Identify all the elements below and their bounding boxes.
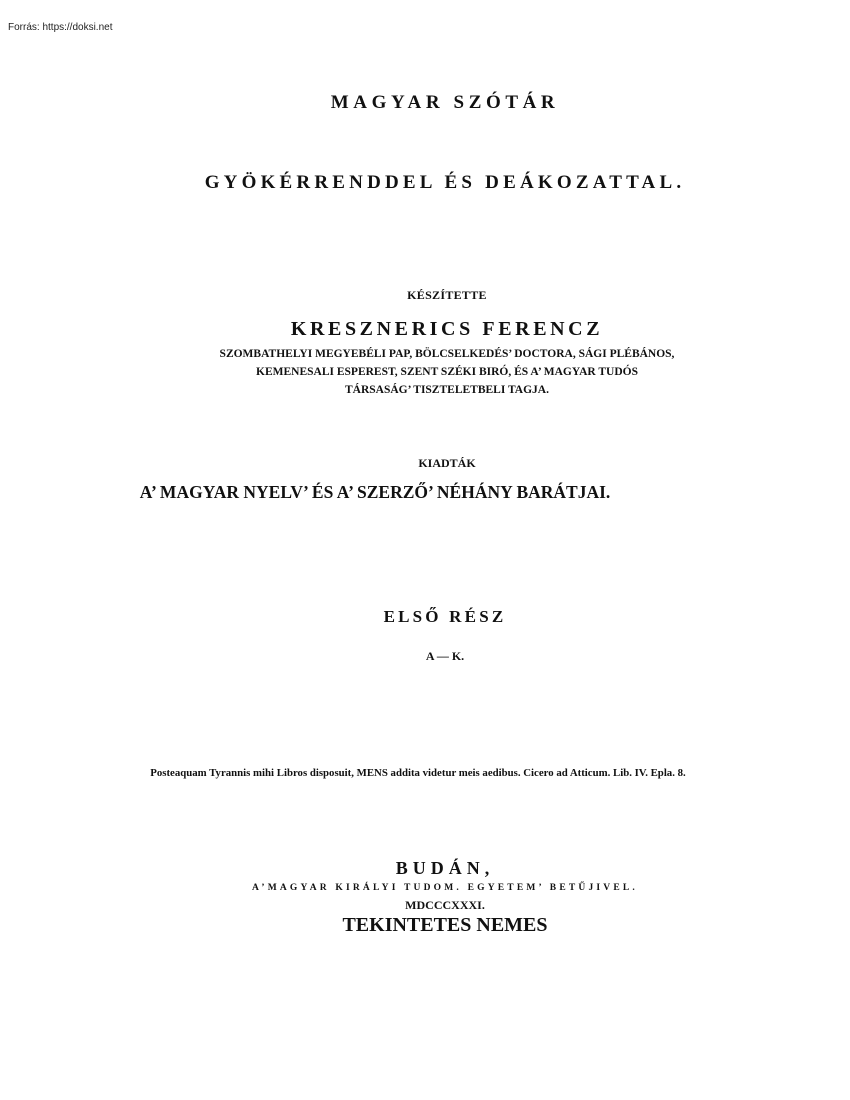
dedication-heading: TEKINTETES NEMES [342, 914, 548, 936]
prepared-by-label: KÉSZÍTETTE [407, 288, 487, 302]
imprint-printer: A’MAGYAR KIRÁLYI TUDOM. EGYETEM’ BETŰJIVEL. [251, 883, 639, 893]
author-credentials-line: KEMENESALI ESPEREST, SZENT SZÉKI BIRÓ, ÉS A’ MAGYAR TUDÓS [256, 366, 638, 378]
author-credentials-line: TÁRSASÁG’ TISZTELETBELI TAGJA. [345, 384, 549, 396]
published-by-label: KIADTÁK [418, 456, 476, 470]
imprint-year: MDCCCXXXI. [405, 898, 485, 912]
publisher: A’ MAGYAR NYELV’ ÉS A’ SZERZŐ’ NÉHÁNY BARÁTJAI. [139, 482, 611, 502]
motto: Posteaquam Tyrannis mihi Libros disposuit, MENS addita videtur meis aedibus. Cicero ad Atticum. Lib. IV. Epla. 8. [150, 767, 686, 779]
part-title: ELSŐ RÉSZ [383, 607, 507, 626]
source-note: Forrás: https://doksi.net [8, 22, 113, 33]
imprint-place: BUDÁN, [395, 858, 495, 878]
author-credentials-line: SZOMBATHELYI MEGYEBÉLI PAP, BÖLCSELKEDÉS’ DOCTORA, SÁGI PLÉBÁNOS, [219, 348, 675, 360]
part-range: A — K. [425, 649, 465, 663]
book-title: MAGYAR SZÓTÁR [330, 92, 560, 113]
book-subtitle: GYÖKÉRRENDDEL ÉS DEÁKOZATTAL. [204, 172, 686, 193]
author-name: KRESZNERICS FERENCZ [290, 318, 604, 340]
